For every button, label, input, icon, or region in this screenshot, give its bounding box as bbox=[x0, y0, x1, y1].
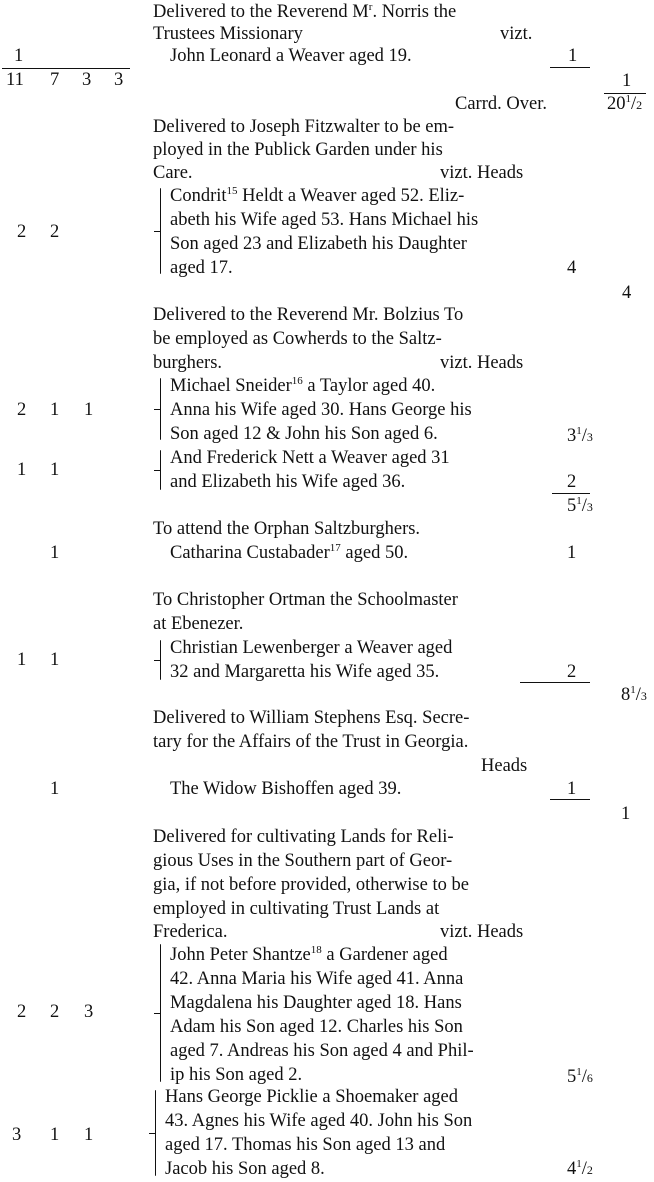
person-entry: Adam his Son aged 12. Charles his Son bbox=[170, 1017, 463, 1037]
section-religious-line: gious Uses in the Southern part of Geor- bbox=[153, 851, 453, 871]
tally-cell: 1 bbox=[84, 1125, 94, 1145]
section-norris-line: Trustees Missionary bbox=[153, 24, 303, 44]
group-brace bbox=[155, 1090, 156, 1176]
section-bolzius-vizt: vizt. Heads bbox=[440, 353, 524, 373]
person-entry: And Frederick Nett a Weaver aged 31 bbox=[170, 448, 450, 468]
heads-count: 1 bbox=[568, 46, 578, 66]
carried-over-label: Carrd. Over. bbox=[455, 94, 547, 114]
person-entry: Michael Sneider$^{16}$ a Taylor aged 40. bbox=[170, 375, 436, 396]
group-brace bbox=[160, 944, 161, 1082]
heads-count: $3^1/3$ bbox=[567, 425, 593, 446]
tally-cell: 2 bbox=[17, 1002, 27, 1022]
section-religious-line: gia, if not before provided, otherwise to be bbox=[153, 875, 469, 895]
tally-cell: 1 bbox=[50, 650, 60, 670]
section-fitzwalter-line: ployed in the Publick Garden under his bbox=[153, 140, 443, 160]
person-entry: Magdalena his Daughter aged 18. Hans bbox=[170, 993, 462, 1013]
tally-cell: 1 bbox=[84, 400, 94, 420]
section-norris-vizt: vizt. bbox=[500, 24, 533, 44]
carried-over-value: $20^1/2$ bbox=[607, 93, 643, 114]
section-bolzius-line: burghers. bbox=[153, 353, 223, 373]
heads-count: $4^1/2$ bbox=[567, 1158, 593, 1179]
section-religious-vizt: vizt. Heads bbox=[440, 922, 524, 942]
sum-rule bbox=[550, 799, 590, 800]
person-entry: and Elizabeth his Wife aged 36. bbox=[170, 472, 406, 492]
section-fitzwalter-vizt: vizt. Heads bbox=[440, 163, 524, 183]
tally-cell: 1 bbox=[50, 400, 60, 420]
heads-count: 2 bbox=[567, 472, 577, 492]
group-brace bbox=[160, 640, 161, 680]
section-total: 1 bbox=[621, 804, 631, 824]
tally-cell: 2 bbox=[50, 222, 60, 242]
section-bolzius-line: be employed as Cowherds to the Saltz- bbox=[153, 329, 442, 349]
person-entry: Condrit$^{15}$ Heldt a Weaver aged 52. Eliz- bbox=[170, 185, 465, 206]
tally-top-cell: 3 bbox=[82, 70, 92, 90]
section-stephens-line: tary for the Affairs of the Trust in Georgia. bbox=[153, 732, 469, 752]
tally-cell: 2 bbox=[50, 1002, 60, 1022]
section-fitzwalter-line: Care. bbox=[153, 163, 193, 183]
person-entry: 43. Agnes his Wife aged 40. John his Son bbox=[165, 1111, 473, 1131]
tally-cell: 2 bbox=[17, 222, 27, 242]
person-entry: 42. Anna Maria his Wife aged 41. Anna bbox=[170, 969, 464, 989]
tally-top-cell: 7 bbox=[50, 70, 60, 90]
group-brace bbox=[160, 188, 161, 274]
tally-cell: 1 bbox=[17, 650, 27, 670]
person-entry: Hans George Picklie a Shoemaker aged bbox=[165, 1087, 458, 1107]
person-entry: Son aged 23 and Elizabeth his Daughter bbox=[170, 234, 467, 254]
person-entry: John Leonard a Weaver aged 19. bbox=[170, 46, 412, 66]
section-religious-line: Delivered for cultivating Lands for Reli- bbox=[153, 827, 454, 847]
person-entry: aged 7. Andreas his Son aged 4 and Phil- bbox=[170, 1041, 474, 1061]
person-entry: The Widow Bishoffen aged 39. bbox=[170, 779, 402, 799]
section-religious-line: Frederica. bbox=[153, 922, 228, 942]
tally-cell: 3 bbox=[84, 1002, 94, 1022]
section-stephens-heads: Heads bbox=[481, 756, 528, 776]
section-ortman-line: To Christopher Ortman the Schoolmaster bbox=[153, 590, 458, 610]
person-entry: Anna his Wife aged 30. Hans George his bbox=[170, 400, 472, 420]
tally-cell: 1 bbox=[17, 460, 27, 480]
tally-top-cell: 3 bbox=[114, 70, 124, 90]
section-ortman-line: at Ebenezer. bbox=[153, 614, 244, 634]
tally-top-row1: 1 bbox=[14, 46, 24, 66]
tally-cell: 2 bbox=[17, 400, 27, 420]
heads-count: 1 bbox=[567, 543, 577, 563]
group-brace bbox=[160, 378, 161, 440]
section-orphan-line: To attend the Orphan Saltzburghers. bbox=[153, 519, 421, 539]
carried-top-value: 1 bbox=[622, 71, 632, 91]
section-bolzius-line: Delivered to the Reverend Mr. Bolzius To bbox=[153, 305, 464, 325]
section-total: 4 bbox=[622, 283, 632, 303]
person-entry: abeth his Wife aged 53. Hans Michael his bbox=[170, 210, 479, 230]
tally-cell: 3 bbox=[12, 1125, 22, 1145]
tally-cell: 1 bbox=[50, 460, 60, 480]
section-fitzwalter-line: Delivered to Joseph Fitzwalter to be em- bbox=[153, 117, 455, 137]
tally-top-cell: 11 bbox=[6, 70, 24, 90]
person-entry: aged 17. bbox=[170, 258, 233, 278]
group-sum: $5^1/3$ bbox=[567, 495, 593, 516]
person-entry: Son aged 12 & John his Son aged 6. bbox=[170, 424, 438, 444]
person-entry: aged 17. Thomas his Son aged 13 and bbox=[165, 1135, 446, 1155]
person-entry: ip his Son aged 2. bbox=[170, 1065, 303, 1085]
section-religious-line: employed in cultivating Trust Lands at bbox=[153, 899, 440, 919]
person-entry: Christian Lewenberger a Weaver aged bbox=[170, 638, 453, 658]
section-norris-heading: Delivered to the Reverend $M^r$. Norris the bbox=[153, 1, 457, 22]
heads-count: $5^1/6$ bbox=[567, 1066, 593, 1087]
person-entry: Jacob his Son aged 8. bbox=[165, 1159, 325, 1179]
heads-count: 2 bbox=[567, 662, 577, 682]
section-total: $8^1/3$ bbox=[621, 684, 647, 705]
heads-count: 4 bbox=[567, 258, 577, 278]
sum-rule bbox=[520, 682, 590, 683]
person-entry: 32 and Margaretta his Wife aged 35. bbox=[170, 662, 440, 682]
section-stephens-line: Delivered to William Stephens Esq. Secre- bbox=[153, 708, 470, 728]
heads-count: 1 bbox=[567, 779, 577, 799]
tally-cell: 1 bbox=[50, 543, 60, 563]
sum-rule bbox=[550, 67, 590, 68]
group-brace bbox=[160, 450, 161, 490]
person-entry: Catharina Custabader$^{17}$ aged 50. bbox=[170, 542, 409, 563]
tally-cell: 1 bbox=[50, 779, 60, 799]
tally-cell: 1 bbox=[50, 1125, 60, 1145]
person-entry: John Peter Shantze$^{18}$ a Gardener aged bbox=[170, 944, 448, 965]
